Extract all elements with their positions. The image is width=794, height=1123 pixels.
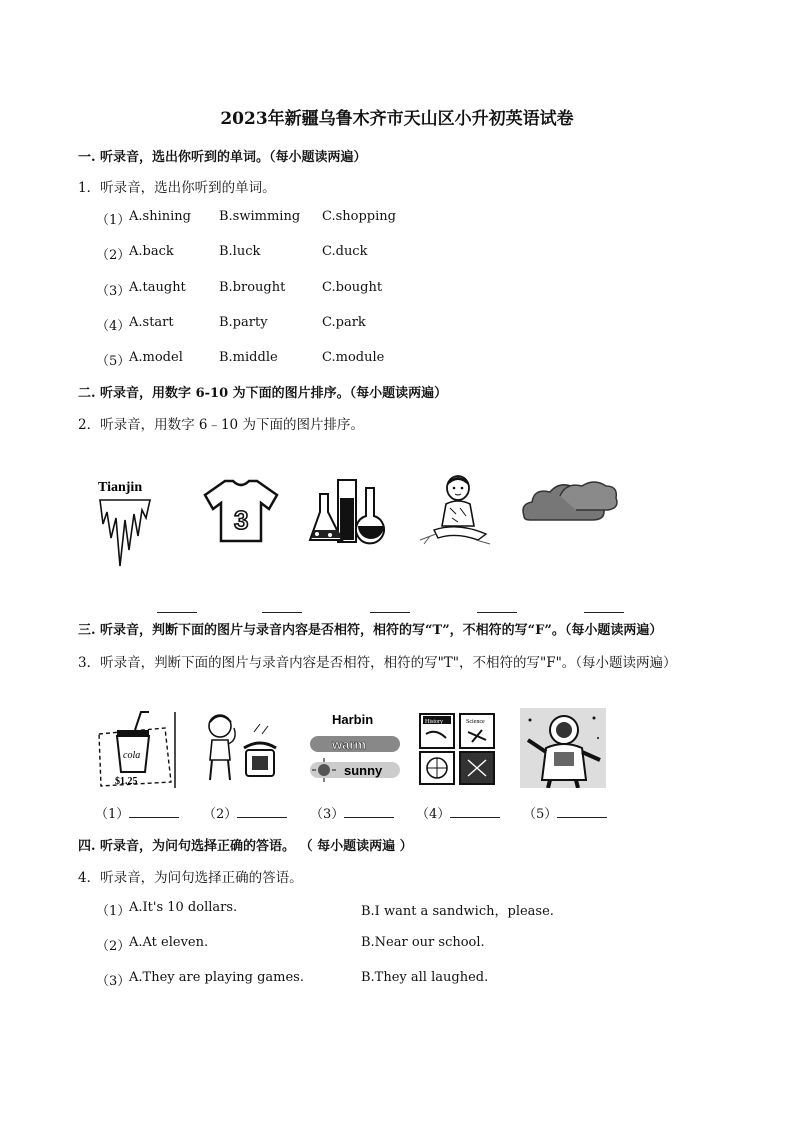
answer-blank-2[interactable] bbox=[203, 803, 287, 822]
question-2: 2．听录音，用数字 6﹣10 为下面的图片排序。 bbox=[78, 417, 364, 433]
astronaut-picture bbox=[520, 708, 606, 788]
option-c: C.park bbox=[322, 315, 366, 330]
option-c: C.module bbox=[322, 350, 385, 365]
option-number: （1） bbox=[96, 213, 131, 228]
option-number: （1） bbox=[96, 904, 131, 919]
cloudy-picture bbox=[520, 476, 620, 524]
answer-blank[interactable] bbox=[262, 598, 302, 617]
option-number: （4） bbox=[96, 319, 131, 334]
cola-text: cola bbox=[123, 750, 141, 761]
option-a: A.start bbox=[129, 315, 174, 330]
option-b: B.luck bbox=[219, 244, 261, 259]
blank-number: （3） bbox=[310, 807, 345, 822]
option-b: B.swimming bbox=[219, 209, 301, 224]
tianjin-label: Tianjin bbox=[98, 480, 143, 495]
option-c: C.bought bbox=[322, 280, 383, 295]
section-4-header: 四. 听录音，为问句选择正确的答语。 （ 每小题读两遍 ） bbox=[78, 839, 413, 854]
cola-picture bbox=[95, 710, 179, 790]
answer-blank-5[interactable] bbox=[523, 803, 607, 822]
section-1-header: 一. 听录音，选出你听到的单词。（每小题读两遍） bbox=[78, 150, 367, 165]
tshirt-picture bbox=[203, 477, 279, 545]
answer-blank-3[interactable] bbox=[310, 803, 394, 822]
section-3-header: 三. 听录音，判断下面的图片与录音内容是否相符，相符的写“T”，不相符的写“F”。（每小题读两遍） bbox=[78, 623, 663, 638]
sunny-text: sunny bbox=[344, 763, 383, 778]
answer-blank[interactable] bbox=[157, 598, 197, 617]
option-number: （5） bbox=[96, 354, 131, 369]
question-4: 4．听录音，为问句选择正确的答语。 bbox=[78, 870, 303, 886]
blank-number: （5） bbox=[523, 807, 558, 822]
option-c: C.duck bbox=[322, 244, 368, 259]
science-flasks-picture bbox=[308, 478, 390, 546]
option-a: A.back bbox=[129, 244, 174, 259]
option-b: B.Near our school. bbox=[361, 935, 485, 950]
tshirt-number: 3 bbox=[234, 505, 249, 535]
harbin-weather-picture bbox=[308, 710, 402, 786]
option-number: （2） bbox=[96, 248, 131, 263]
option-b: B.party bbox=[219, 315, 268, 330]
book-title-science: Science bbox=[466, 719, 485, 725]
option-number: （3） bbox=[96, 284, 131, 299]
blank-number: （1） bbox=[95, 807, 130, 822]
books-picture bbox=[416, 710, 500, 788]
answer-blank[interactable] bbox=[477, 598, 517, 617]
option-a: A.They are playing games. bbox=[129, 970, 304, 985]
option-b: B.brought bbox=[219, 280, 286, 295]
blank-number: （4） bbox=[416, 807, 451, 822]
book-title-history: History bbox=[425, 719, 443, 725]
warm-text: warm bbox=[332, 737, 366, 752]
answer-blank-4[interactable] bbox=[416, 803, 500, 822]
option-b: B.middle bbox=[219, 350, 278, 365]
question-3: 3．听录音，判断下面的图片与录音内容是否相符，相符的写"T"，不相符的写"F"。（每小题读两遍） bbox=[78, 655, 677, 671]
phone-call-picture bbox=[198, 710, 280, 786]
option-b: B.They all laughed. bbox=[361, 970, 489, 985]
section-2-header: 二. 听录音，用数字 6-10 为下面的图片排序。（每小题读两遍） bbox=[78, 386, 448, 401]
woman-picture bbox=[416, 474, 494, 548]
option-b: B.I want a sandwich，please. bbox=[361, 904, 554, 919]
option-number: （3） bbox=[96, 974, 131, 989]
answer-blank-1[interactable] bbox=[95, 803, 179, 822]
harbin-label: Harbin bbox=[332, 712, 374, 727]
option-a: A.It's 10 dollars. bbox=[129, 900, 238, 915]
option-a: A.model bbox=[129, 350, 183, 365]
tianjin-picture bbox=[96, 478, 154, 570]
cola-price: $1.25 bbox=[115, 776, 138, 787]
option-a: A.taught bbox=[129, 280, 186, 295]
option-a: A.At eleven. bbox=[129, 935, 209, 950]
option-number: （2） bbox=[96, 939, 131, 954]
option-c: C.shopping bbox=[322, 209, 396, 224]
option-a: A.shining bbox=[129, 209, 191, 224]
answer-blank[interactable] bbox=[370, 598, 410, 617]
question-1: 1．听录音，选出你听到的单词。 bbox=[78, 180, 276, 196]
blank-number: （2） bbox=[203, 807, 238, 822]
page-title: 2023年新疆乌鲁木齐市天山区小升初英语试卷 bbox=[220, 109, 574, 129]
answer-blank[interactable] bbox=[584, 598, 624, 617]
